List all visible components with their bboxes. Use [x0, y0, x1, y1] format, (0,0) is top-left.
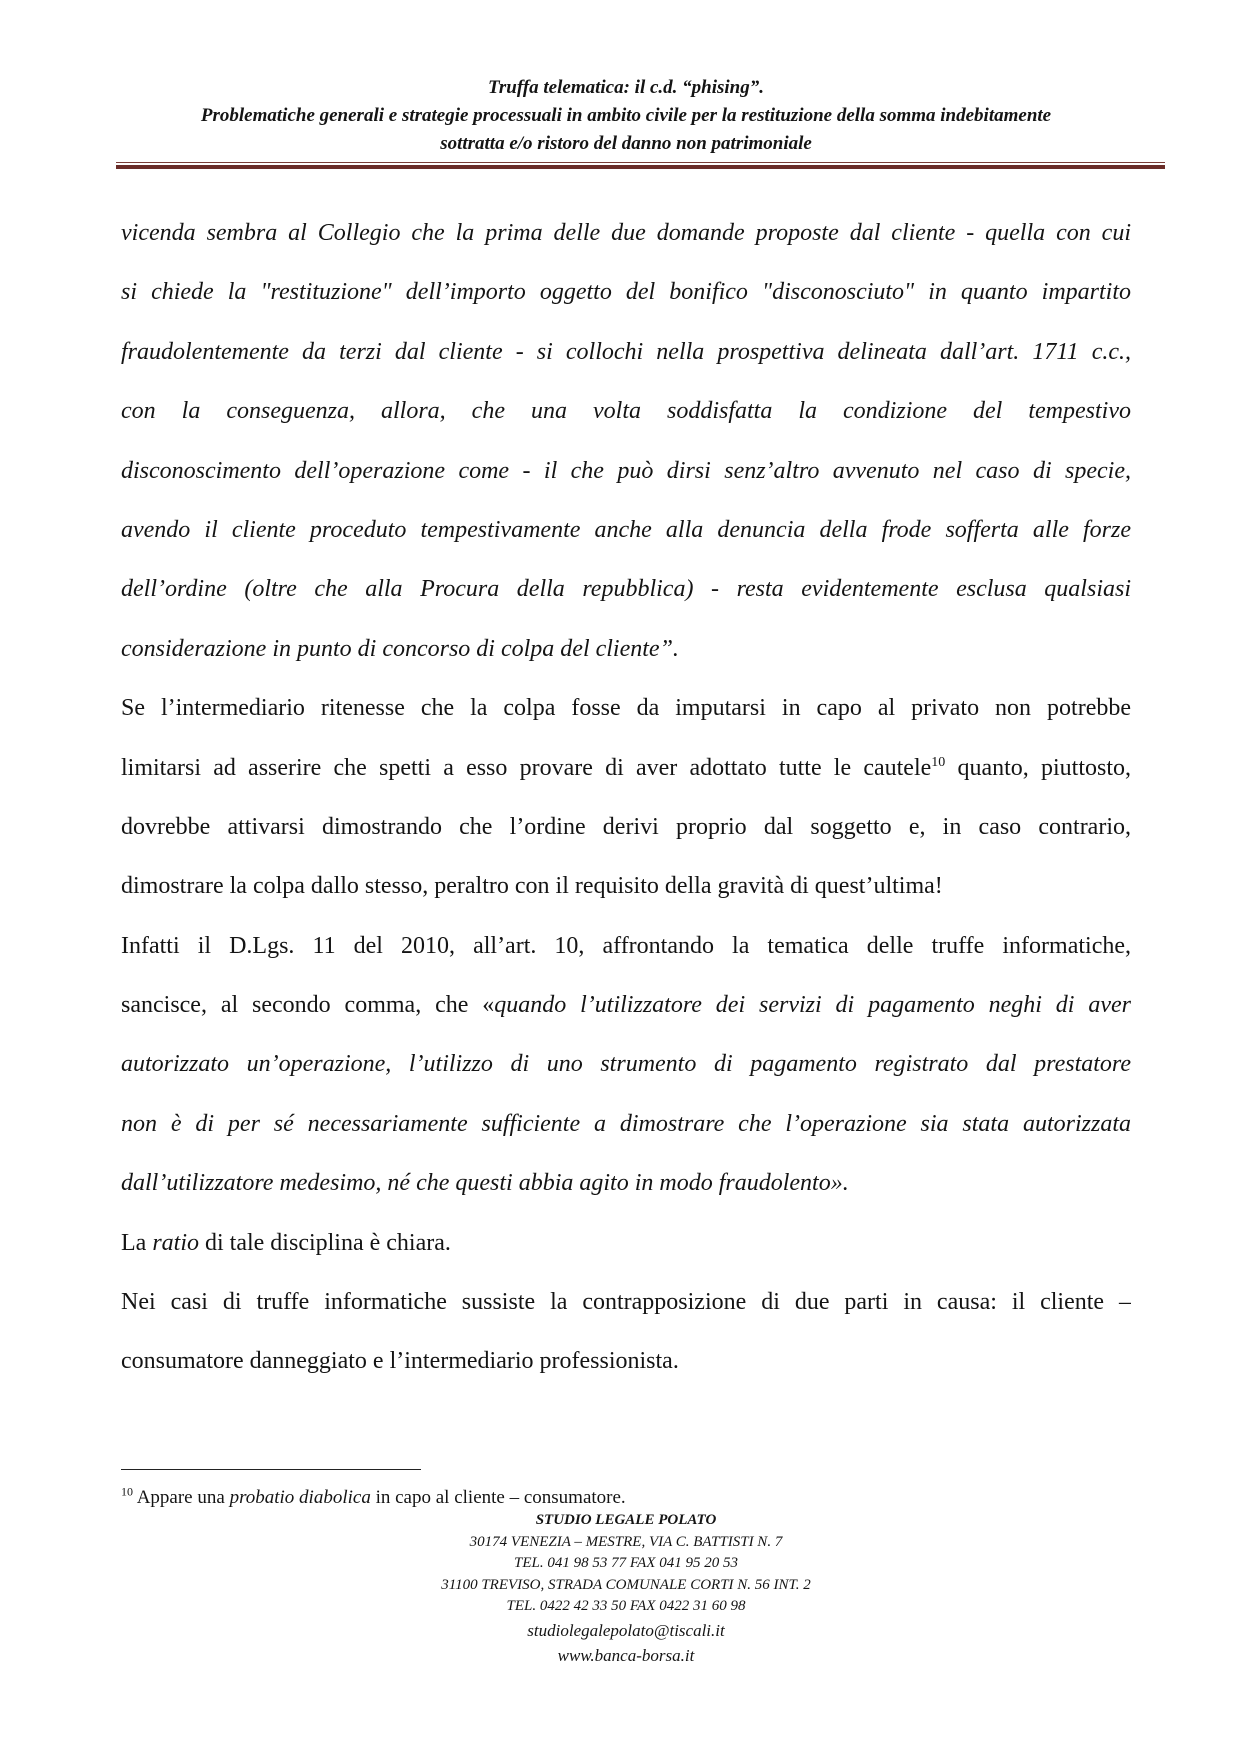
body-line: dell’ordine (oltre che alla Procura della repubblica) - resta evidentemente esclusa qualsiasi: [121, 576, 1131, 603]
page-header: [121, 74, 1131, 158]
footnote-text: Appare una: [133, 1487, 230, 1508]
body-line: dall’utilizzatore medesimo, né che questi abbia agito in modo fraudolento».: [121, 1170, 849, 1197]
body-line: disconoscimento dell’operazione come - il che può dirsi senz’altro avvenuto nel caso di specie,: [121, 457, 1131, 484]
footer-address-treviso: 31100 TREVISO, STRADA COMUNALE CORTI N. 56 INT. 2: [441, 1577, 811, 1593]
body-text-span: limitarsi ad asserire che spetti a esso provare di aver adottato tutte le cautele: [121, 754, 932, 781]
footer-phone-venezia: TEL. 041 98 53 77 FAX 041 95 20 53: [514, 1555, 738, 1571]
footnote-reference: 10: [931, 754, 946, 770]
footer-address-venezia: 30174 VENEZIA – MESTRE, VIA C. BATTISTI N. 7: [469, 1534, 783, 1550]
body-line: consumatore danneggiato e l’intermediario professionista.: [121, 1348, 679, 1375]
header-subtitle-line-1: Problematiche generali e strategie processuali in ambito civile per la restituzione della somma indebitamente: [200, 105, 1052, 126]
body-text-span: La: [121, 1229, 153, 1256]
footnote-number: 10: [121, 1484, 133, 1499]
body-line: [121, 976, 1131, 1035]
footnote-italic-term: probatio diabolica: [229, 1487, 371, 1508]
header-title: Truffa telematica: il c.d. “phising”.: [487, 77, 765, 98]
header-subtitle-line-2: sottratta e/o ristoro del danno non patrimoniale: [440, 133, 812, 154]
footnote-text: in capo al cliente – consumatore.: [370, 1487, 626, 1508]
body-text-span: quanto, piuttosto,: [945, 754, 1131, 781]
italic-term: ratio: [152, 1229, 199, 1256]
footer-website: www.banca-borsa.it: [557, 1646, 695, 1665]
body-line: dimostrare la colpa dallo stesso, peraltro con il requisito della gravità di quest’ultima!: [121, 873, 943, 900]
body-line: Nei casi di truffe informatiche sussiste la contrapposizione di due parti in causa: il cliente –: [121, 1289, 1131, 1316]
body-line: con la conseguenza, allora, che una volta soddisfatta la condizione del tempestivo: [121, 398, 1131, 425]
body-line: considerazione in punto di concorso di colpa del cliente”.: [121, 635, 679, 662]
body-line: Infatti il D.Lgs. 11 del 2010, all’art. 10, affrontando la tematica delle truffe informatiche,: [121, 932, 1131, 959]
body-line: fraudolentemente da terzi dal cliente - si collochi nella prospettiva delineata dall’art. 1711 c.c.,: [121, 338, 1131, 365]
body-text-span: sancisce, al secondo comma, che «: [121, 992, 495, 1019]
body-text: [121, 204, 1131, 1392]
body-line: non è di per sé necessariamente sufficiente a dimostrare che l’operazione sia stata autorizzata: [121, 1110, 1131, 1137]
body-line: autorizzato un’operazione, l’utilizzo di uno strumento di pagamento registrato dal prestatore: [121, 1051, 1131, 1078]
footer-email: studiolegalepolato@tiscali.it: [527, 1621, 725, 1640]
body-line: avendo il cliente proceduto tempestivamente anche alla denuncia della frode sofferta alle forze: [121, 516, 1131, 543]
body-line: Se l’intermediario ritenesse che la colpa fosse da imputarsi in capo al privato non potrebbe: [121, 695, 1131, 722]
footer-phone-treviso: TEL. 0422 42 33 50 FAX 0422 31 60 98: [506, 1598, 746, 1614]
body-line: vicenda sembra al Collegio che la prima delle due domande proposte dal cliente - quella con cui: [121, 220, 1131, 246]
footnote-separator: [121, 1469, 421, 1470]
body-line: [121, 739, 1131, 798]
footnote: [121, 1486, 626, 1510]
body-line: dovrebbe attivarsi dimostrando che l’ordine derivi proprio dal soggetto e, in caso contrario,: [121, 813, 1131, 840]
header-rule-thin: [116, 162, 1165, 163]
footer-firm-name: STUDIO LEGALE POLATO: [535, 1512, 717, 1528]
body-line: [121, 1214, 1131, 1273]
body-line: si chiede la "restituzione" dell’importo oggetto del bonifico "disconosciuto" in quanto impartito: [121, 279, 1131, 306]
quotation-italic: quando l’utilizzatore dei servizi di pagamento neghi di aver: [494, 992, 1131, 1019]
header-rule-thick: [116, 165, 1165, 169]
body-text-span: di tale disciplina è chiara.: [199, 1229, 451, 1256]
